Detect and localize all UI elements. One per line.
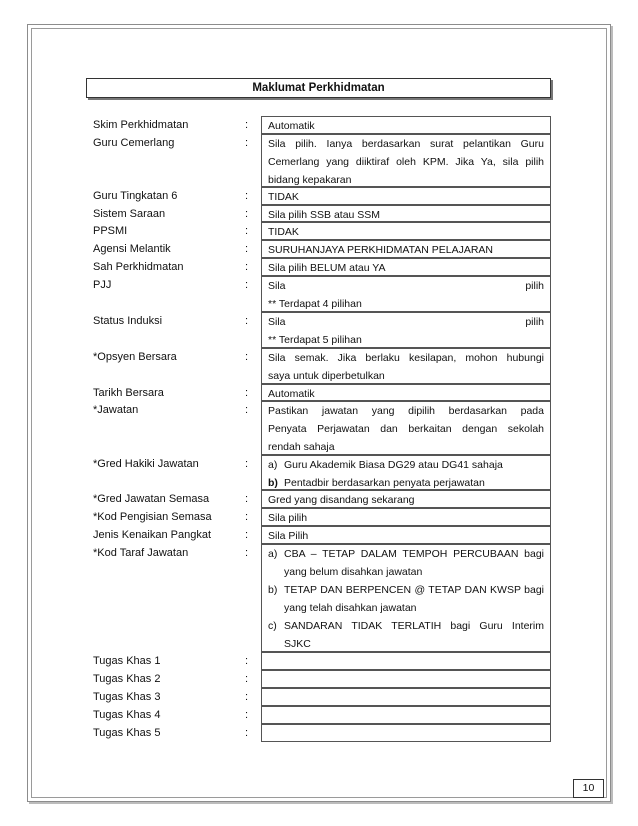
field-separator: : — [245, 727, 249, 739]
field-separator: : — [245, 529, 249, 541]
field-value — [261, 116, 551, 134]
section-title: Maklumat Perkhidmatan — [86, 78, 551, 98]
field-separator: : — [245, 404, 249, 416]
field-separator: : — [245, 243, 249, 255]
info-row — [0, 401, 638, 455]
field-separator: : — [245, 511, 249, 523]
value-text: Cemerlang yang diiktiraf oleh KPM. Jika Ya, sila pilih — [268, 156, 544, 168]
info-row — [0, 134, 638, 187]
field-label: *Jawatan — [93, 404, 139, 416]
value-text: bidang kepakaran — [268, 174, 352, 186]
list-item — [268, 545, 544, 581]
value-text: Sila pilih — [268, 316, 544, 328]
field-value — [261, 276, 551, 312]
field-value — [261, 706, 551, 724]
value-text: ** Terdapat 5 pilihan — [268, 334, 362, 346]
field-separator: : — [245, 261, 249, 273]
list-item-text: SJKC — [284, 638, 311, 650]
field-label: Tugas Khas 4 — [93, 709, 161, 721]
field-separator: : — [245, 691, 249, 703]
field-value — [261, 670, 551, 688]
field-value — [261, 652, 551, 670]
field-separator: : — [245, 119, 249, 131]
field-label: Agensi Melantik — [93, 243, 171, 255]
info-row — [0, 688, 638, 706]
info-row — [0, 652, 638, 670]
value-text: Sila pilih BELUM atau YA — [268, 262, 386, 274]
info-row — [0, 508, 638, 526]
info-row — [0, 222, 638, 240]
list-marker: a) — [268, 548, 278, 560]
field-value — [261, 240, 551, 258]
field-separator: : — [245, 655, 249, 667]
field-value — [261, 455, 551, 490]
info-row — [0, 312, 638, 348]
list-item-text: Pentadbir berdasarkan penyata perjawatan — [284, 477, 485, 489]
info-row — [0, 526, 638, 544]
field-label: Status Induksi — [93, 315, 163, 327]
info-row — [0, 384, 638, 401]
field-label: Tarikh Bersara — [93, 387, 164, 399]
value-text: Pastikan jawatan yang dipilih berdasarkan pada — [268, 405, 544, 417]
value-text: Sila pilih — [268, 280, 544, 292]
value-text: rendah sahaja — [268, 441, 335, 453]
field-label: *Opsyen Bersara — [93, 351, 177, 363]
info-row — [0, 348, 638, 384]
value-text: Penyata Perjawatan dan berkaitan dengan sekolah — [268, 423, 544, 435]
value-text: ** Terdapat 4 pilihan — [268, 298, 362, 310]
field-label: *Kod Pengisian Semasa — [93, 511, 212, 523]
value-text: Sila pilih SSB atau SSM — [268, 209, 381, 221]
info-row — [0, 116, 638, 134]
field-label: Guru Cemerlang — [93, 137, 175, 149]
field-label: Tugas Khas 2 — [93, 673, 161, 685]
field-label: Sistem Saraan — [93, 208, 166, 220]
value-text: Sila Pilih — [268, 530, 309, 542]
list-item-text: yang telah disahkan jawatan — [284, 602, 417, 614]
info-row — [0, 205, 638, 222]
value-text: SURUHANJAYA PERKHIDMATAN PELAJARAN — [268, 244, 494, 256]
info-row — [0, 706, 638, 724]
list-item — [268, 581, 544, 617]
list-item-text: TETAP DAN BERPENCEN @ TETAP DAN KWSP bagi — [284, 584, 544, 596]
field-separator: : — [245, 673, 249, 685]
field-label: *Gred Hakiki Jawatan — [93, 458, 199, 470]
info-row — [0, 544, 638, 652]
field-label: PPSMI — [93, 225, 128, 237]
field-value — [261, 312, 551, 348]
field-separator: : — [245, 458, 249, 470]
field-separator: : — [245, 351, 249, 363]
list-item-text: yang belum disahkan jawatan — [284, 566, 423, 578]
field-label: *Kod Taraf Jawatan — [93, 547, 189, 559]
field-value — [261, 724, 551, 742]
field-label: Sah Perkhidmatan — [93, 261, 184, 273]
field-label: Jenis Kenaikan Pangkat — [93, 529, 212, 541]
value-text: TIDAK — [268, 191, 299, 203]
field-separator: : — [245, 547, 249, 559]
field-value — [261, 222, 551, 240]
value-text: Automatik — [268, 388, 315, 400]
value-text: Automatik — [268, 120, 315, 132]
info-row — [0, 258, 638, 276]
field-value — [261, 384, 551, 401]
field-separator: : — [245, 190, 249, 202]
list-marker: a) — [268, 459, 278, 471]
list-item — [268, 456, 544, 474]
list-item-text: Guru Akademik Biasa DG29 atau DG41 sahaja — [284, 459, 503, 471]
field-value — [261, 490, 551, 508]
field-value — [261, 688, 551, 706]
info-row — [0, 276, 638, 312]
field-value — [261, 134, 551, 187]
field-value — [261, 187, 551, 205]
field-label: Tugas Khas 5 — [93, 727, 161, 739]
field-value — [261, 205, 551, 222]
list-item-text: SANDARAN TIDAK TERLATIH bagi Guru Interim — [284, 620, 544, 632]
info-row — [0, 455, 638, 490]
field-label: Guru Tingkatan 6 — [93, 190, 178, 202]
field-label: Tugas Khas 3 — [93, 691, 161, 703]
field-value — [261, 348, 551, 384]
info-row — [0, 187, 638, 205]
list-item-text: CBA – TETAP DALAM TEMPOH PERCUBAAN bagi — [284, 548, 544, 560]
list-marker: b) — [268, 584, 278, 596]
field-separator: : — [245, 387, 249, 399]
field-value — [261, 508, 551, 526]
list-marker: b) — [268, 477, 278, 489]
value-text: Sila pilih — [268, 512, 308, 524]
field-separator: : — [245, 225, 249, 237]
field-value — [261, 526, 551, 544]
field-separator: : — [245, 137, 249, 149]
field-value — [261, 258, 551, 276]
info-row — [0, 490, 638, 508]
field-label: PJJ — [93, 279, 112, 291]
list-item — [268, 617, 544, 653]
info-row — [0, 240, 638, 258]
field-separator: : — [245, 709, 249, 721]
field-value — [261, 401, 551, 455]
field-value — [261, 544, 551, 652]
value-text: Sila pilih. Ianya berdasarkan surat pelantikan Guru — [268, 138, 544, 150]
info-row — [0, 724, 638, 742]
list-marker: c) — [268, 620, 277, 632]
field-separator: : — [245, 493, 249, 505]
value-text: Gred yang disandang sekarang — [268, 494, 415, 506]
field-separator: : — [245, 315, 249, 327]
value-text: saya untuk diperbetulkan — [268, 370, 385, 382]
field-label: *Gred Jawatan Semasa — [93, 493, 210, 505]
field-separator: : — [245, 208, 249, 220]
value-text: Sila semak. Jika berlaku kesilapan, mohon hubungi — [268, 352, 544, 364]
value-text: TIDAK — [268, 226, 299, 238]
field-separator: : — [245, 279, 249, 291]
info-row — [0, 670, 638, 688]
field-label: Skim Perkhidmatan — [93, 119, 189, 131]
field-label: Tugas Khas 1 — [93, 655, 161, 667]
page-number: 10 — [573, 779, 604, 798]
